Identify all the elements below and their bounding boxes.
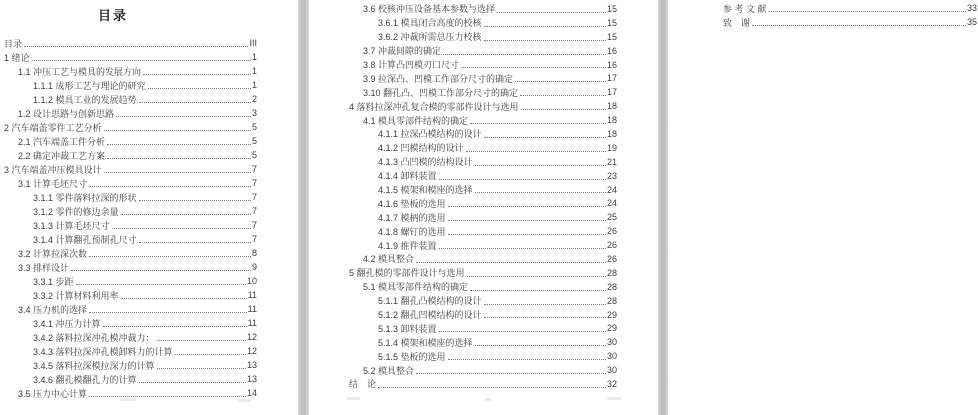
dot-leader — [475, 345, 606, 346]
toc-entry-page-number: 7 — [251, 178, 257, 188]
toc-entry[interactable] — [0, 274, 257, 288]
toc-entry-text: 3.4.5 落料拉深模拉深力的计算 — [33, 360, 155, 371]
toc-entry[interactable] — [309, 183, 617, 197]
toc-entry-page-number: 5 — [251, 122, 257, 132]
toc-entry-text: 4.1.2 凹模结构的设计 — [378, 143, 464, 154]
toc-entry-text: 3.10 翻孔凸、凹模工作部分尺寸的确定 — [363, 87, 519, 98]
toc-entry-text: 3.5 压力中心计算 — [18, 388, 88, 399]
dot-leader — [104, 130, 251, 131]
toc-entry-text: 3.4.1 冲压力计算 — [33, 318, 101, 329]
toc-entry-text: 3.1.4 计算翻孔预制孔尺寸 — [33, 234, 137, 245]
toc-entry-page-number: 9 — [251, 262, 257, 272]
dot-leader — [175, 354, 246, 355]
dot-leader — [24, 46, 248, 47]
toc-entry-text: 4.1.3 凸凹模的结构设计 — [378, 157, 473, 168]
dot-leader — [470, 123, 606, 124]
toc-page-2 — [309, 0, 658, 415]
toc-entry-text: 3.1 计算毛坯尺寸 — [18, 178, 88, 189]
dot-leader — [89, 256, 251, 257]
toc-entry[interactable] — [309, 335, 617, 349]
toc-entry[interactable] — [309, 377, 617, 391]
toc-entry-page-number: 11 — [247, 318, 257, 328]
dot-leader — [89, 186, 251, 187]
toc-entry[interactable] — [309, 99, 617, 113]
toc-entry[interactable] — [309, 44, 617, 58]
toc-entry-page-number: 7 — [251, 206, 257, 216]
toc-entry-page-number: 24 — [606, 198, 617, 209]
toc-entry[interactable] — [0, 358, 257, 372]
toc-entry[interactable] — [309, 210, 617, 224]
toc-entry[interactable] — [309, 16, 617, 30]
dot-leader — [461, 67, 606, 68]
toc-entry-page-number: 26 — [606, 253, 617, 264]
faded-nextpage-text-artifact — [120, 398, 136, 401]
toc-entry-page-number: 24 — [606, 184, 617, 195]
toc-entry-page-number: 23 — [606, 170, 617, 181]
toc-entry-page-number: 8 — [251, 248, 257, 258]
toc-entry[interactable] — [0, 78, 257, 92]
toc-entry-page-number: 35 — [966, 17, 977, 27]
dot-leader — [484, 317, 606, 318]
toc-entry-text: 5.1.2 翻孔凹模结构的设计 — [378, 310, 482, 321]
dot-leader — [157, 368, 246, 369]
toc-entry-text: 3.6.2 冲裁所需总压力校核 — [378, 32, 482, 43]
dot-leader — [107, 158, 251, 159]
dot-leader — [107, 144, 251, 145]
faded-nextpage-text-artifact — [607, 397, 621, 400]
toc-entry[interactable] — [309, 155, 617, 169]
toc-entry-text: 3.4.6 翻孔模翻孔力的计算 — [33, 374, 137, 385]
toc-entry[interactable] — [0, 372, 257, 386]
dot-leader — [112, 228, 251, 229]
toc-entry-page-number: 11 — [247, 290, 257, 300]
toc-entry-text: 4.1.7 模柄的选用 — [378, 212, 446, 223]
toc-entry-text: 4.1.4 卸料装置 — [378, 171, 437, 182]
toc-entry-text: 3.4.2 落料拉深冲孔模冲裁力： — [33, 332, 155, 343]
toc-page-3 — [668, 0, 978, 415]
toc-entry-page-number: 28 — [606, 295, 617, 306]
toc-entry[interactable] — [309, 349, 617, 363]
dot-leader — [32, 60, 251, 61]
toc-entry[interactable] — [309, 2, 617, 16]
toc-entry[interactable] — [309, 30, 617, 44]
toc-entry[interactable] — [0, 246, 257, 260]
toc-entry-text: 3 汽车端盖冲压模具设计 — [4, 164, 102, 175]
toc-entry-text: 2.1 汽车端盖工件分析 — [18, 136, 106, 147]
dot-leader — [769, 11, 966, 12]
toc-entry-text: 3.8 计算凸凹模刃口尺寸 — [363, 60, 460, 70]
toc-entry[interactable] — [309, 252, 617, 266]
dot-leader — [521, 109, 606, 110]
toc-entry-page-number: 10 — [246, 276, 257, 286]
toc-entry-text: 3.3.1 步距 — [33, 276, 74, 287]
toc-entry-page-number: 33 — [966, 3, 977, 13]
toc-entry-page-number: 28 — [606, 281, 617, 292]
toc-entry[interactable] — [0, 162, 257, 176]
toc-title: 目录 — [97, 8, 128, 23]
dot-leader — [416, 262, 606, 263]
toc-list-3 — [668, 1, 977, 29]
toc-entry[interactable] — [0, 302, 257, 316]
toc-entry-text: 5.1.3 卸料装置 — [378, 323, 437, 334]
dot-leader — [103, 326, 247, 327]
toc-entry-text: 3.7 冲裁间隙的确定 — [363, 46, 442, 57]
toc-entry-text: 5.1.4 模架和模座的选择 — [378, 337, 473, 348]
toc-entry-page-number: 3 — [251, 108, 257, 118]
toc-entry[interactable] — [309, 85, 617, 99]
toc-entry-text: 4.2 模具整合 — [363, 254, 415, 265]
dot-leader — [443, 54, 606, 55]
toc-entry-text: 5.1 模具零部件结构的确定 — [363, 282, 469, 293]
page-separator-2 — [658, 0, 668, 415]
dot-leader — [439, 248, 606, 249]
toc-entry[interactable] — [0, 288, 257, 302]
toc-entry-page-number: 5 — [251, 136, 257, 146]
dot-leader — [497, 12, 606, 13]
toc-entry-page-number: 1 — [251, 66, 257, 76]
dot-leader — [448, 359, 606, 360]
dot-leader — [416, 373, 606, 374]
dot-leader — [139, 102, 251, 103]
dot-leader — [71, 270, 251, 271]
toc-entry-text: 2.2 确定冲裁工艺方案 — [18, 150, 106, 161]
dot-leader — [439, 331, 606, 332]
toc-entry-text: 5 翻孔模的零部件设计与选用 — [349, 268, 465, 279]
toc-entry[interactable] — [309, 266, 617, 280]
toc-entry-page-number: 21 — [606, 156, 617, 167]
toc-list-2 — [309, 2, 617, 391]
toc-entry-page-number: 12 — [246, 346, 257, 356]
toc-entry-text: 4 落料拉深冲孔复合模的零部件设计与选用 — [349, 101, 519, 112]
toc-entry[interactable] — [309, 308, 617, 322]
dot-leader — [76, 284, 246, 285]
toc-entry-text: 4.1.9 推件装置 — [378, 240, 437, 251]
toc-entry-text: 1.1.1 成形工艺与理论的研究 — [33, 80, 146, 91]
toc-entry-page-number: 16 — [606, 45, 617, 56]
toc-entry[interactable] — [668, 15, 977, 29]
faded-nextpage-text-artifact — [238, 399, 251, 402]
toc-list-1 — [0, 36, 257, 400]
toc-entry-text: 3.6 校核冲压设备基本参数与选择 — [363, 4, 496, 15]
toc-entry[interactable] — [0, 176, 257, 190]
toc-entry-page-number: 15 — [606, 31, 617, 42]
toc-entry-page-number: 16 — [606, 59, 617, 70]
toc-entry-page-number: 7 — [251, 234, 257, 244]
toc-entry-page-number: 26 — [606, 226, 617, 237]
toc-entry-text: 5.2 模具整合 — [363, 365, 415, 376]
dot-leader — [475, 192, 606, 193]
toc-entry[interactable] — [0, 120, 257, 134]
toc-entry[interactable] — [309, 169, 617, 183]
toc-entry[interactable] — [668, 1, 977, 15]
toc-entry[interactable] — [0, 148, 257, 162]
toc-entry[interactable] — [0, 344, 257, 358]
dot-leader — [448, 206, 606, 207]
dot-leader — [470, 290, 606, 291]
toc-entry-page-number: 11 — [247, 304, 257, 314]
toc-entry-page-number: 7 — [251, 192, 257, 202]
dot-leader — [121, 298, 247, 299]
toc-entry-page-number: 7 — [251, 164, 257, 174]
toc-entry[interactable] — [0, 316, 257, 330]
faded-nextpage-text-artifact — [485, 398, 491, 401]
toc-entry-page-number: 18 — [606, 101, 617, 112]
toc-entry[interactable] — [309, 294, 617, 308]
toc-entry-page-number: 30 — [606, 337, 617, 348]
toc-entry-text: 致 谢 — [723, 17, 751, 28]
toc-entry-text: 4.1.1 拉深凸模结构的设计 — [378, 129, 482, 140]
toc-entry-page-number: 13 — [246, 374, 257, 384]
toc-entry[interactable] — [0, 50, 257, 64]
toc-entry-text: 2 汽车端盖零件工艺分析 — [4, 122, 102, 133]
toc-entry[interactable] — [0, 330, 257, 344]
toc-entry-page-number: 30 — [606, 351, 617, 362]
dot-leader — [139, 382, 246, 383]
toc-entry-page-number: 17 — [606, 73, 617, 84]
dot-leader — [139, 242, 251, 243]
toc-entry-text: 结 论 — [349, 379, 377, 390]
toc-entry-page-number: 12 — [246, 332, 257, 342]
dot-leader — [484, 304, 606, 305]
toc-entry-page-number: 15 — [606, 17, 617, 28]
toc-entry-page-number: 25 — [606, 212, 617, 223]
toc-entry-page-number: 18 — [606, 128, 617, 139]
dot-leader — [484, 137, 606, 138]
dot-leader — [439, 179, 606, 180]
toc-entry-page-number: 5 — [251, 150, 257, 160]
toc-entry[interactable] — [0, 232, 257, 246]
toc-entry-text: 4.1.6 垫板的选用 — [378, 198, 446, 209]
toc-entry[interactable] — [0, 92, 257, 106]
page-separator-1 — [298, 0, 309, 415]
toc-entry-text: 3.1.1 零件落料拉深的形状 — [33, 192, 137, 203]
toc-entry[interactable] — [309, 280, 617, 294]
dot-leader — [143, 74, 251, 75]
dot-leader — [484, 40, 606, 41]
toc-entry-page-number: 29 — [606, 323, 617, 334]
dot-leader — [475, 165, 606, 166]
toc-entry-page-number: 1 — [251, 80, 257, 90]
toc-entry-text: 4.1.5 模架和模座的选择 — [378, 185, 473, 196]
toc-entry[interactable] — [0, 260, 257, 274]
toc-entry-page-number: 18 — [606, 115, 617, 126]
toc-entry-page-number: 2 — [251, 94, 257, 104]
dot-leader — [104, 172, 251, 173]
toc-entry-page-number: 28 — [606, 267, 617, 278]
toc-entry-text: 1.2 设计思路与创新思路 — [18, 108, 115, 119]
toc-entry-text: 1.1 冲压工艺与模具的发展方向 — [18, 66, 142, 77]
dot-leader — [520, 95, 606, 96]
toc-entry-text: 目录 — [4, 38, 23, 49]
toc-entry[interactable] — [309, 141, 617, 155]
dot-leader — [467, 276, 606, 277]
toc-entry-text: 4.1.8 螺钉的选用 — [378, 226, 446, 237]
toc-page-1 — [0, 0, 298, 415]
toc-entry[interactable] — [309, 113, 617, 127]
dot-leader — [448, 220, 606, 221]
toc-entry-page-number: 30 — [606, 365, 617, 376]
dot-leader — [378, 387, 606, 388]
toc-entry-page-number: 15 — [606, 3, 617, 14]
toc-entry[interactable] — [0, 134, 257, 148]
toc-entry[interactable] — [309, 58, 617, 72]
toc-entry-text: 1.1.2 模具工业的发展趋势 — [33, 94, 137, 105]
toc-entry-text: 3.1.3 计算毛坯尺寸 — [33, 220, 110, 231]
dot-leader — [89, 312, 247, 313]
dot-leader — [148, 88, 251, 89]
toc-entry-text: 5.1.1 翻孔凸模结构的设计 — [378, 296, 482, 307]
toc-entry-text: 3.4 压力机的选择 — [18, 304, 88, 315]
toc-entry-text: 3.2 计算拉深次数 — [18, 248, 88, 259]
toc-entry-text: 3.1.2 零件的修边余量 — [33, 206, 119, 217]
toc-entry[interactable] — [309, 321, 617, 335]
toc-entry[interactable] — [309, 224, 617, 238]
toc-entry-text: 参 考 文 献 — [723, 3, 767, 14]
toc-entry[interactable] — [0, 106, 257, 120]
toc-entry-page-number: 29 — [606, 309, 617, 320]
toc-entry-text: 1 绪论 — [4, 52, 30, 63]
toc-entry-text: 5.1.5 垫板的选用 — [378, 351, 446, 362]
toc-entry[interactable] — [309, 196, 617, 210]
toc-entry-text: 3.3 排样设计 — [18, 262, 70, 273]
dot-leader — [466, 151, 606, 152]
toc-entry[interactable] — [0, 204, 257, 218]
toc-entry-text: 4.1 模具零部件结构的确定 — [363, 115, 469, 126]
toc-entry-text: 3.4.3 落料拉深冲孔模卸料力的计算 — [33, 346, 173, 357]
toc-entry-page-number: 7 — [251, 220, 257, 230]
dot-leader — [752, 25, 966, 26]
toc-entry[interactable] — [309, 238, 617, 252]
toc-entry-page-number: 26 — [606, 240, 617, 251]
dot-leader — [515, 81, 606, 82]
toc-entry[interactable] — [0, 64, 257, 78]
toc-entry-page-number: 14 — [246, 388, 257, 398]
toc-entry[interactable] — [309, 127, 617, 141]
dot-leader — [157, 340, 246, 341]
toc-entry-page-number: 1 — [251, 52, 257, 62]
dot-leader — [448, 234, 606, 235]
dot-leader — [116, 116, 251, 117]
toc-entry[interactable] — [309, 71, 617, 85]
toc-entry-text: 3.3.2 计算材料利用率 — [33, 290, 119, 301]
toc-entry[interactable] — [0, 190, 257, 204]
toc-entry[interactable] — [309, 363, 617, 377]
toc-entry-page-number: 19 — [606, 142, 617, 153]
toc-entry-page-number: 17 — [606, 87, 617, 98]
toc-entry-text: 3.6.1 模具闭合高度的校核 — [378, 18, 482, 29]
toc-entry-text: 3.9 拉深凸、凹模工作部分尺寸的确定 — [363, 73, 514, 84]
toc-entry[interactable] — [0, 36, 257, 50]
toc-entry-page-number: 32 — [606, 378, 617, 389]
dot-leader — [484, 26, 606, 27]
faded-nextpage-text-artifact — [347, 397, 360, 400]
dot-leader — [89, 396, 246, 397]
toc-entry[interactable] — [0, 218, 257, 232]
toc-entry-page-number: 13 — [246, 360, 257, 370]
dot-leader — [121, 214, 251, 215]
dot-leader — [139, 200, 251, 201]
toc-entry-page-number: III — [249, 38, 257, 48]
